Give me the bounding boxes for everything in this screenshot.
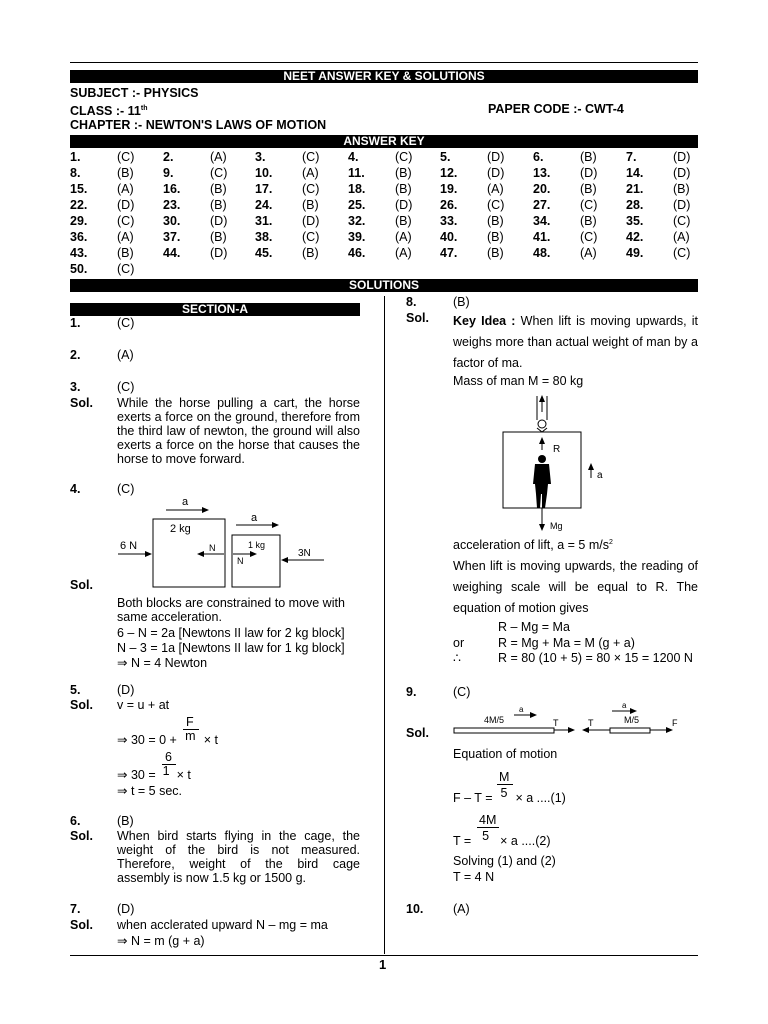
- answer-option: (A): [487, 182, 504, 196]
- q8-key-idea-label: Key Idea :: [453, 314, 516, 328]
- answer-number: 43.: [70, 246, 88, 260]
- answer-option: (D): [302, 214, 320, 228]
- answer-option: (C): [580, 198, 598, 212]
- q8-or: or: [453, 636, 465, 650]
- q4-line-1: Both blocks are constrained to move with same acceleration.: [117, 596, 345, 624]
- answer-option: (C): [302, 150, 320, 164]
- answer-option: (D): [673, 150, 691, 164]
- q8-accel-sup: 2: [608, 539, 613, 546]
- answer-number: 24.: [255, 198, 273, 212]
- q4-line-3: N – 3 = 1a [Newtons II law for 1 kg block]: [117, 641, 345, 655]
- q4-sol-label: Sol.: [70, 578, 93, 592]
- q4-blocks-diagram: [110, 494, 330, 590]
- answer-option: (D): [117, 198, 135, 212]
- answer-number: 30.: [163, 214, 181, 228]
- answer-number: 3.: [255, 150, 266, 164]
- q9-eom: Equation of motion: [453, 747, 558, 761]
- answer-number: 37.: [163, 230, 181, 244]
- answer-number: 14.: [626, 166, 644, 180]
- q8-eq-1: R – Mg = Ma: [498, 620, 570, 634]
- page-number: 1: [379, 957, 387, 972]
- answer-option: (C): [487, 198, 505, 212]
- answer-option: (D): [673, 166, 691, 180]
- answer-option: (B): [395, 166, 412, 180]
- answer-option: (B): [580, 182, 597, 196]
- answer-number: 46.: [348, 246, 366, 260]
- class-line: [70, 102, 147, 118]
- q1-answer: (C): [117, 316, 135, 330]
- answer-number: 2.: [163, 150, 174, 164]
- answer-number: 39.: [348, 230, 366, 244]
- q8-key-idea: [453, 311, 698, 374]
- answer-number: 4.: [348, 150, 359, 164]
- q3-answer: (C): [117, 380, 135, 394]
- answer-number: 49.: [626, 246, 644, 260]
- answer-option: (C): [117, 262, 135, 276]
- answer-number: 33.: [440, 214, 458, 228]
- answer-number: 28.: [626, 198, 644, 212]
- q9-line-2-post: × a ....(2): [496, 834, 551, 848]
- q8-therefore: ∴: [453, 651, 461, 665]
- q9-accel-label-2: a: [622, 703, 627, 710]
- q8-normal-label: R: [553, 444, 561, 455]
- answer-number: 8.: [70, 166, 81, 180]
- q6-answer: (B): [117, 814, 134, 828]
- answer-row: [70, 262, 700, 278]
- q5-answer: (D): [117, 683, 135, 697]
- answer-option: (B): [487, 246, 504, 260]
- q7-line-2: ⇒ N = m (g + a): [117, 934, 205, 948]
- top-rule: [70, 62, 698, 63]
- q6-sol-label: Sol.: [70, 829, 93, 843]
- answer-option: (D): [395, 198, 413, 212]
- q9-sol-label: Sol.: [406, 726, 429, 740]
- q4-mass-label-1: 2 kg: [170, 523, 191, 535]
- answer-option: (D): [210, 246, 228, 260]
- answer-row: [70, 246, 700, 262]
- q9-line-2-pre: T =: [453, 834, 475, 848]
- q8-accel-label: a: [597, 470, 603, 481]
- answer-row: [70, 150, 700, 166]
- answer-option: (A): [117, 230, 134, 244]
- answer-number: 10.: [255, 166, 273, 180]
- answer-number: 44.: [163, 246, 181, 260]
- answer-number: 32.: [348, 214, 366, 228]
- q9-line-2: [453, 829, 551, 848]
- answer-number: 29.: [70, 214, 88, 228]
- answer-option: (B): [210, 230, 227, 244]
- q9-line-1: [453, 786, 566, 805]
- subject-line: SUBJECT :- PHYSICS: [70, 86, 199, 100]
- answer-option: (B): [487, 214, 504, 228]
- q9-answer: (C): [453, 685, 471, 699]
- answer-number: 27.: [533, 198, 551, 212]
- answer-number: 15.: [70, 182, 88, 196]
- q9-solving: Solving (1) and (2): [453, 854, 556, 868]
- answer-option: (D): [487, 150, 505, 164]
- answer-number: 20.: [533, 182, 551, 196]
- answer-option: (B): [302, 198, 319, 212]
- answer-row: [70, 182, 700, 198]
- answer-number: 16.: [163, 182, 181, 196]
- answer-number: 23.: [163, 198, 181, 212]
- q8-eq-2: R = Mg + Ma = M (g + a): [498, 636, 635, 650]
- q5-line-3-pre: ⇒ 30 =: [117, 768, 160, 782]
- answer-number: 35.: [626, 214, 644, 228]
- answer-row: [70, 166, 700, 182]
- answer-option: (B): [395, 182, 412, 196]
- q2-number: 2.: [70, 348, 81, 362]
- bottom-rule: [70, 955, 698, 956]
- answer-option: (C): [302, 230, 320, 244]
- q5-frac1-num: F: [186, 715, 194, 729]
- answer-option: (B): [395, 214, 412, 228]
- q5-line-3: [117, 764, 191, 782]
- q4-normal-label-2: N: [237, 556, 244, 566]
- banner-title: NEET ANSWER KEY & SOLUTIONS: [70, 70, 698, 83]
- q9-frac2-bar: [477, 827, 499, 828]
- q8-reading-text: When lift is moving upwards, the reading of weighing scale will be equal to R. The equation of motion gives: [453, 559, 698, 615]
- answer-number: 19.: [440, 182, 458, 196]
- q9-mass-label-2: M/5: [624, 715, 640, 725]
- answer-row: [70, 214, 700, 230]
- answer-number: 9.: [163, 166, 174, 180]
- q4-accel-label-2: a: [251, 512, 258, 524]
- answer-number: 11.: [348, 166, 365, 180]
- q1-number: 1.: [70, 316, 81, 330]
- answer-option: (D): [487, 166, 505, 180]
- answer-option: (A): [395, 246, 412, 260]
- answer-number: 6.: [533, 150, 544, 164]
- answer-key-title: ANSWER KEY: [70, 135, 698, 148]
- q9-frac1-bar: [497, 784, 513, 785]
- q4-accel-label-1: a: [182, 496, 189, 508]
- answer-number: 34.: [533, 214, 551, 228]
- answer-number: 42.: [626, 230, 644, 244]
- q4-line-2: 6 – N = 2a [Newtons II law for 2 kg block]: [117, 626, 345, 640]
- q5-line-2: [117, 729, 219, 747]
- answer-option: (D): [673, 198, 691, 212]
- q8-answer: (B): [453, 295, 470, 309]
- answer-option: (C): [580, 230, 598, 244]
- chapter-line: CHAPTER :- NEWTON'S LAWS OF MOTION: [70, 118, 327, 132]
- q9-tension-label-1: T: [553, 718, 559, 728]
- solutions-title: SOLUTIONS: [70, 279, 698, 292]
- answer-option: (B): [673, 182, 690, 196]
- q5-line-1: v = u + at: [117, 698, 170, 712]
- q5-line-2-post: × t: [200, 733, 219, 747]
- q5-line-3-post: × t: [173, 768, 191, 782]
- answer-number: 36.: [70, 230, 88, 244]
- answer-option: (B): [580, 214, 597, 228]
- answer-option: (C): [117, 150, 135, 164]
- answer-number: 21.: [626, 182, 644, 196]
- man-silhouette: [533, 455, 551, 508]
- q5-number: 5.: [70, 683, 81, 697]
- q9-tension-label-2: T: [588, 718, 594, 728]
- q3-solution-text: While the horse pulling a cart, the horse exerts a force on the ground, therefore from the third law of newton, the ground will also exerts a force on the horse that causes the horse to move forward.: [117, 396, 360, 466]
- answer-option: (B): [117, 166, 134, 180]
- q8-weight-label: Mg: [550, 521, 563, 531]
- q5-frac2-den: 1: [162, 764, 170, 778]
- class-text: CLASS :- 11: [70, 104, 141, 119]
- q4-number: 4.: [70, 482, 81, 496]
- q4-mass-label-2: 1 kg: [248, 540, 266, 550]
- answer-option: (D): [580, 166, 598, 180]
- q4-line-4: ⇒ N = 4 Newton: [117, 656, 208, 670]
- answer-option: (B): [210, 198, 227, 212]
- q9-frac2-den: 5: [482, 829, 490, 843]
- q8-key-idea-text: When lift is moving upwards, it weighs more than actual weight of man by a factor of ma.: [453, 314, 698, 370]
- answer-number: 40.: [440, 230, 458, 244]
- answer-number: 26.: [440, 198, 458, 212]
- answer-option: (A): [302, 166, 319, 180]
- answer-option: (C): [117, 214, 135, 228]
- q5-line-2-pre: ⇒ 30 = 0 +: [117, 733, 181, 747]
- q4-force-label-2: 3N: [298, 548, 311, 559]
- answer-number: 18.: [348, 182, 366, 196]
- q6-number: 6.: [70, 814, 81, 828]
- q10-answer: (A): [453, 902, 470, 916]
- q3-number: 3.: [70, 380, 81, 394]
- answer-option: (C): [302, 182, 320, 196]
- answer-number: 13.: [533, 166, 551, 180]
- q9-number: 9.: [406, 685, 417, 699]
- q9-mass-label-1: 4M/5: [484, 715, 505, 725]
- q5-sol-label: Sol.: [70, 698, 93, 712]
- q4-force-label-1: 6 N: [120, 540, 138, 552]
- q8-mass-line: Mass of man M = 80 kg: [453, 374, 584, 388]
- answer-option: (C): [395, 150, 413, 164]
- q7-answer: (D): [117, 902, 135, 916]
- answer-option: (D): [210, 214, 228, 228]
- answer-number: 45.: [255, 246, 273, 260]
- q5-frac1-den: m: [185, 729, 196, 743]
- q7-sol-label: Sol.: [70, 918, 93, 932]
- answer-option: (C): [673, 214, 691, 228]
- q8-lift-diagram: [495, 392, 615, 534]
- q2-answer: (A): [117, 348, 134, 362]
- q9-frac2-num: 4M: [479, 813, 497, 827]
- answer-option: (A): [395, 230, 412, 244]
- column-divider: [384, 296, 385, 954]
- answer-option: (A): [210, 150, 227, 164]
- answer-number: 12.: [440, 166, 458, 180]
- q8-sol-label: Sol.: [406, 311, 429, 325]
- answer-number: 22.: [70, 198, 88, 212]
- answer-number: 47.: [440, 246, 458, 260]
- q8-number: 8.: [406, 295, 417, 309]
- q4-normal-label-1: N: [209, 543, 216, 553]
- answer-option: (B): [302, 246, 319, 260]
- q9-line-1-pre: F – T =: [453, 791, 496, 805]
- q4-answer: (C): [117, 482, 135, 496]
- q9-force-label: F: [672, 718, 678, 728]
- answer-number: 25.: [348, 198, 366, 212]
- q10-number: 10.: [406, 902, 424, 916]
- answer-row: [70, 230, 700, 246]
- answer-option: (B): [210, 182, 227, 196]
- q9-frac1-den: 5: [500, 786, 508, 800]
- q3-sol-label: Sol.: [70, 396, 93, 410]
- answer-option: (C): [210, 166, 228, 180]
- answer-option: (C): [673, 246, 691, 260]
- class-sup: th: [140, 105, 148, 112]
- q5-line-4: ⇒ t = 5 sec.: [117, 784, 183, 798]
- answer-option: (A): [580, 246, 597, 260]
- q9-line-1-post: × a ....(1): [511, 791, 566, 805]
- paper-code: PAPER CODE :- CWT-4: [488, 102, 624, 116]
- q9-accel-label-1: a: [519, 705, 524, 714]
- q7-number: 7.: [70, 902, 81, 916]
- section-a-title: SECTION-A: [70, 303, 360, 316]
- answer-option: (B): [487, 230, 504, 244]
- q5-frac2-num: 6: [165, 750, 172, 764]
- answer-option: (A): [673, 230, 690, 244]
- answer-number: 5.: [440, 150, 451, 164]
- q7-line-1: when acclerated upward N – mg = ma: [117, 918, 328, 932]
- answer-number: 38.: [255, 230, 273, 244]
- answer-number: 50.: [70, 262, 88, 276]
- answer-number: 17.: [255, 182, 273, 196]
- q8-accel-line: [453, 536, 613, 552]
- answer-row: [70, 198, 700, 214]
- answer-number: 7.: [626, 150, 637, 164]
- q8-eq-3: R = 80 (10 + 5) = 80 × 15 = 1200 N: [498, 651, 693, 665]
- q8-accel-text: acceleration of lift, a = 5 m/s: [453, 538, 609, 553]
- answer-option: (B): [117, 246, 134, 260]
- q6-solution-text: When bird starts flying in the cage, the weight of the bird is not measured. Therefore, weight of the bird cage assembly is now 1.5 kg or 1500 g.: [117, 829, 360, 885]
- q9-frac1-num: M: [499, 770, 510, 784]
- answer-option: (A): [117, 182, 134, 196]
- q9-rope-diagram: [450, 703, 690, 739]
- answer-option: (B): [580, 150, 597, 164]
- answer-number: 48.: [533, 246, 551, 260]
- q9-result: T = 4 N: [453, 870, 495, 884]
- answer-number: 41.: [533, 230, 551, 244]
- answer-number: 31.: [255, 214, 273, 228]
- answer-number: 1.: [70, 150, 81, 164]
